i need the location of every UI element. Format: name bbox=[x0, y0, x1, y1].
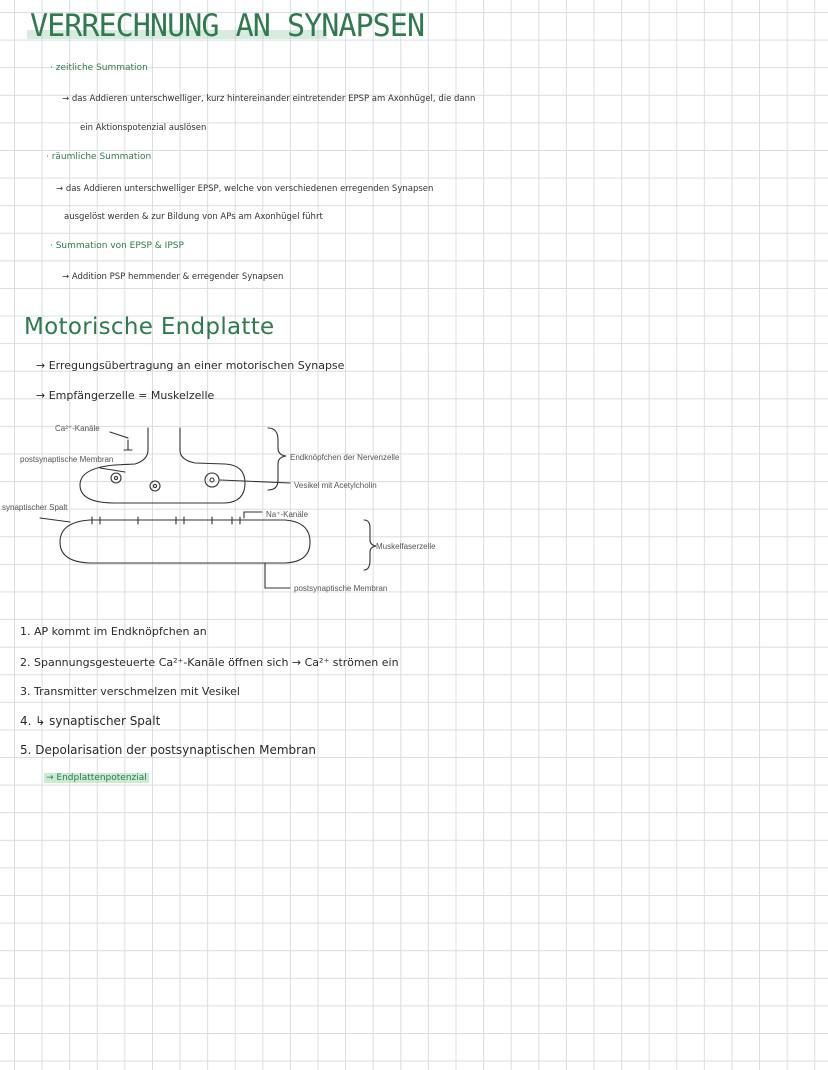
brace-endknoepfchen bbox=[268, 428, 286, 490]
brace-muskel bbox=[364, 520, 376, 570]
step-4: 4. ↳ synaptischer Spalt bbox=[20, 714, 161, 728]
vesicle-1-inner bbox=[114, 476, 117, 479]
motor-bullet-2: → Empfängerzelle = Muskelzelle bbox=[36, 389, 215, 402]
step-3: 3. Transmitter verschmelzen mit Vesikel bbox=[20, 685, 240, 698]
endplate-diagram bbox=[0, 410, 828, 610]
zeitlich-heading: · zeitliche Summation bbox=[50, 63, 148, 73]
raeumlich-text-1: → das Addieren unterschwelliger EPSP, welche von verschiedenen erregenden Synapsen bbox=[56, 184, 434, 194]
label-postsyn-bottom: postsynaptische Membran bbox=[294, 584, 388, 593]
page-title: VERRECHNUNG AN SYNAPSEN bbox=[30, 8, 425, 44]
muscle-fiber-outline bbox=[60, 520, 310, 563]
endplate-potential-note bbox=[44, 773, 149, 783]
label-ca-channels: Ca²⁺-Kanäle bbox=[55, 424, 100, 433]
step-2: 2. Spannungsgesteuerte Ca²⁺-Kanäle öffnen sich → Ca²⁺ strömen ein bbox=[20, 656, 399, 669]
zeitlich-text-1: → das Addieren unterschwelliger, kurz hintereinander eintretender EPSP am Axonhügel, die dann bbox=[62, 94, 476, 104]
vesicle-2-inner bbox=[153, 484, 156, 487]
label-muskelfaserzelle: Muskelfaserzelle bbox=[376, 542, 436, 551]
ca-channel-marker bbox=[124, 440, 132, 450]
zeitlich-text-2: ein Aktionspotenzial auslösen bbox=[80, 123, 207, 133]
label-postsyn-left: postsynaptische Membran bbox=[20, 455, 114, 464]
motor-bullet-1: → Erregungsübertragung an einer motorischen Synapse bbox=[36, 359, 345, 372]
label-endknoepfchen: Endknöpfchen der Nervenzelle bbox=[290, 453, 400, 462]
leader-vesikel bbox=[220, 480, 290, 483]
raeumlich-text-2: ausgelöst werden & zur Bildung von APs am Axonhügel führt bbox=[64, 212, 323, 222]
step-1: 1. AP kommt im Endknöpfchen an bbox=[20, 625, 207, 638]
epsp-ipsp-heading: · Summation von EPSP & IPSP bbox=[50, 241, 184, 251]
step-5: 5. Depolarisation der postsynaptischen Membran bbox=[20, 743, 317, 757]
axon-terminal-outline bbox=[80, 428, 245, 503]
leader-postsyn-bottom bbox=[265, 563, 290, 588]
leader-postsyn-left bbox=[100, 468, 125, 472]
raeumlich-heading: · räumliche Summation bbox=[46, 152, 152, 162]
vesicle-3-inner bbox=[210, 478, 214, 482]
leader-cleft bbox=[40, 518, 70, 522]
epsp-ipsp-text: → Addition PSP hemmender & erregender Synapsen bbox=[62, 272, 284, 282]
label-synaptic-cleft: synaptischer Spalt bbox=[2, 503, 68, 512]
label-vesikel: Vesikel mit Acetylcholin bbox=[294, 481, 377, 490]
endplate-potential-text: → Endplattenpotenzial bbox=[46, 773, 147, 783]
vesicle-1 bbox=[111, 473, 121, 483]
leader-na bbox=[244, 512, 262, 518]
vesicle-2 bbox=[150, 481, 160, 491]
vesicle-3 bbox=[205, 473, 219, 487]
section-heading-motor: Motorische Endplatte bbox=[24, 314, 275, 340]
label-na-channels: Na⁺-Kanäle bbox=[266, 510, 309, 519]
leader-ca bbox=[110, 432, 128, 438]
